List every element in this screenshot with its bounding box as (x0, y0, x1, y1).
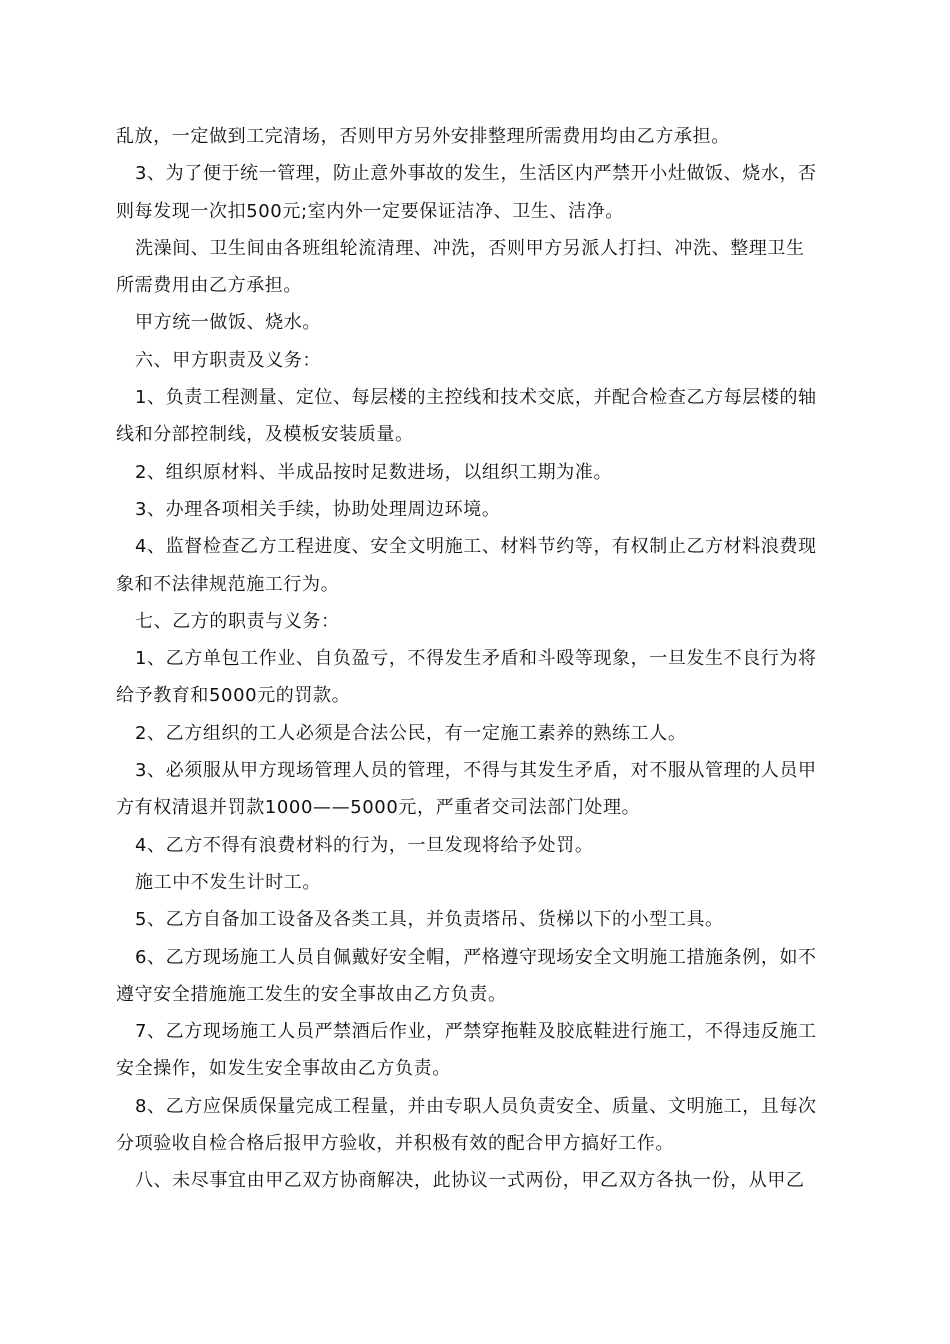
text-line: 7、乙方现场施工人员严禁酒后作业，严禁穿拖鞋及胶底鞋进行施工，不得违反施工 (135, 1021, 817, 1043)
text-line: 乱放，一定做到工完清场，否则甲方另外安排整理所需费用均由乙方承担。 (116, 126, 730, 147)
text-line: 遵守安全措施施工发生的安全事故由乙方负责。 (116, 983, 507, 1005)
text-line: 3、必须服从甲方现场管理人员的管理，不得与其发生矛盾，对不服从管理的人员甲 (135, 760, 817, 782)
text-line: 1、乙方单包工作业、自负盈亏，不得发生矛盾和斗殴等现象，一旦发生不良行为将 (135, 648, 817, 670)
text-line: 安全操作，如发生安全事故由乙方负责。 (116, 1058, 451, 1080)
document-body (116, 118, 836, 1200)
text-line: 分项验收自检合格后报甲方验收，并积极有效的配合甲方搞好工作。 (116, 1133, 674, 1155)
text-line: 2、乙方组织的工人必须是合法公民，有一定施工素养的熟练工人。 (135, 722, 687, 744)
text-line: 2、组织原材料、半成品按时足数进场，以组织工期为准。 (135, 461, 613, 483)
section-heading: 六、甲方职责及义务： (135, 349, 321, 371)
text-line: 给予教育和5000元的罚款。 (116, 685, 351, 707)
text-line: 则每发现一次扣500元;室内外一定要保证洁净、卫生、洁净。 (116, 200, 624, 222)
text-line: 4、监督检查乙方工程进度、安全文明施工、材料节约等，有权制止乙方材料浪费现 (135, 536, 817, 558)
section-heading: 七、乙方的职责与义务： (135, 610, 340, 632)
text-line: 4、乙方不得有浪费材料的行为，一旦发现将给予处罚。 (135, 834, 594, 856)
text-line: 方有权清退并罚款1000——5000元，严重者交司法部门处理。 (116, 797, 641, 819)
text-line: 3、办理各项相关手续，协助处理周边环境。 (135, 498, 501, 520)
text-line: 5、乙方自备加工设备及各类工具，并负责塔吊、货梯以下的小型工具。 (135, 909, 724, 931)
text-line: 所需费用由乙方承担。 (116, 275, 302, 297)
section-heading: 八、未尽事宜由甲乙双方协商解决，此协议一式两份，甲乙双方各执一份，从甲乙 (135, 1170, 805, 1192)
text-line: 6、乙方现场施工人员自佩戴好安全帽，严格遵守现场安全文明施工措施条例，如不 (135, 946, 817, 968)
text-line: 8、乙方应保质保量完成工程量，并由专职人员负责安全、质量、文明施工，且每次 (135, 1095, 817, 1117)
text-line: 1、负责工程测量、定位、每层楼的主控线和技术交底，并配合检查乙方每层楼的轴 (135, 387, 817, 409)
text-line: 3、为了便于统一管理，防止意外事故的发生，生活区内严禁开小灶做饭、烧水，否 (135, 163, 817, 185)
text-line: 施工中不发生计时工。 (135, 871, 321, 893)
text-line: 甲方统一做饭、烧水。 (135, 312, 321, 334)
text-line: 线和分部控制线，及模板安装质量。 (116, 424, 414, 446)
text-line: 洗澡间、卫生间由各班组轮流清理、冲洗，否则甲方另派人打扫、冲洗、整理卫生 (135, 237, 805, 259)
text-line: 象和不法律规范施工行为。 (116, 573, 340, 595)
